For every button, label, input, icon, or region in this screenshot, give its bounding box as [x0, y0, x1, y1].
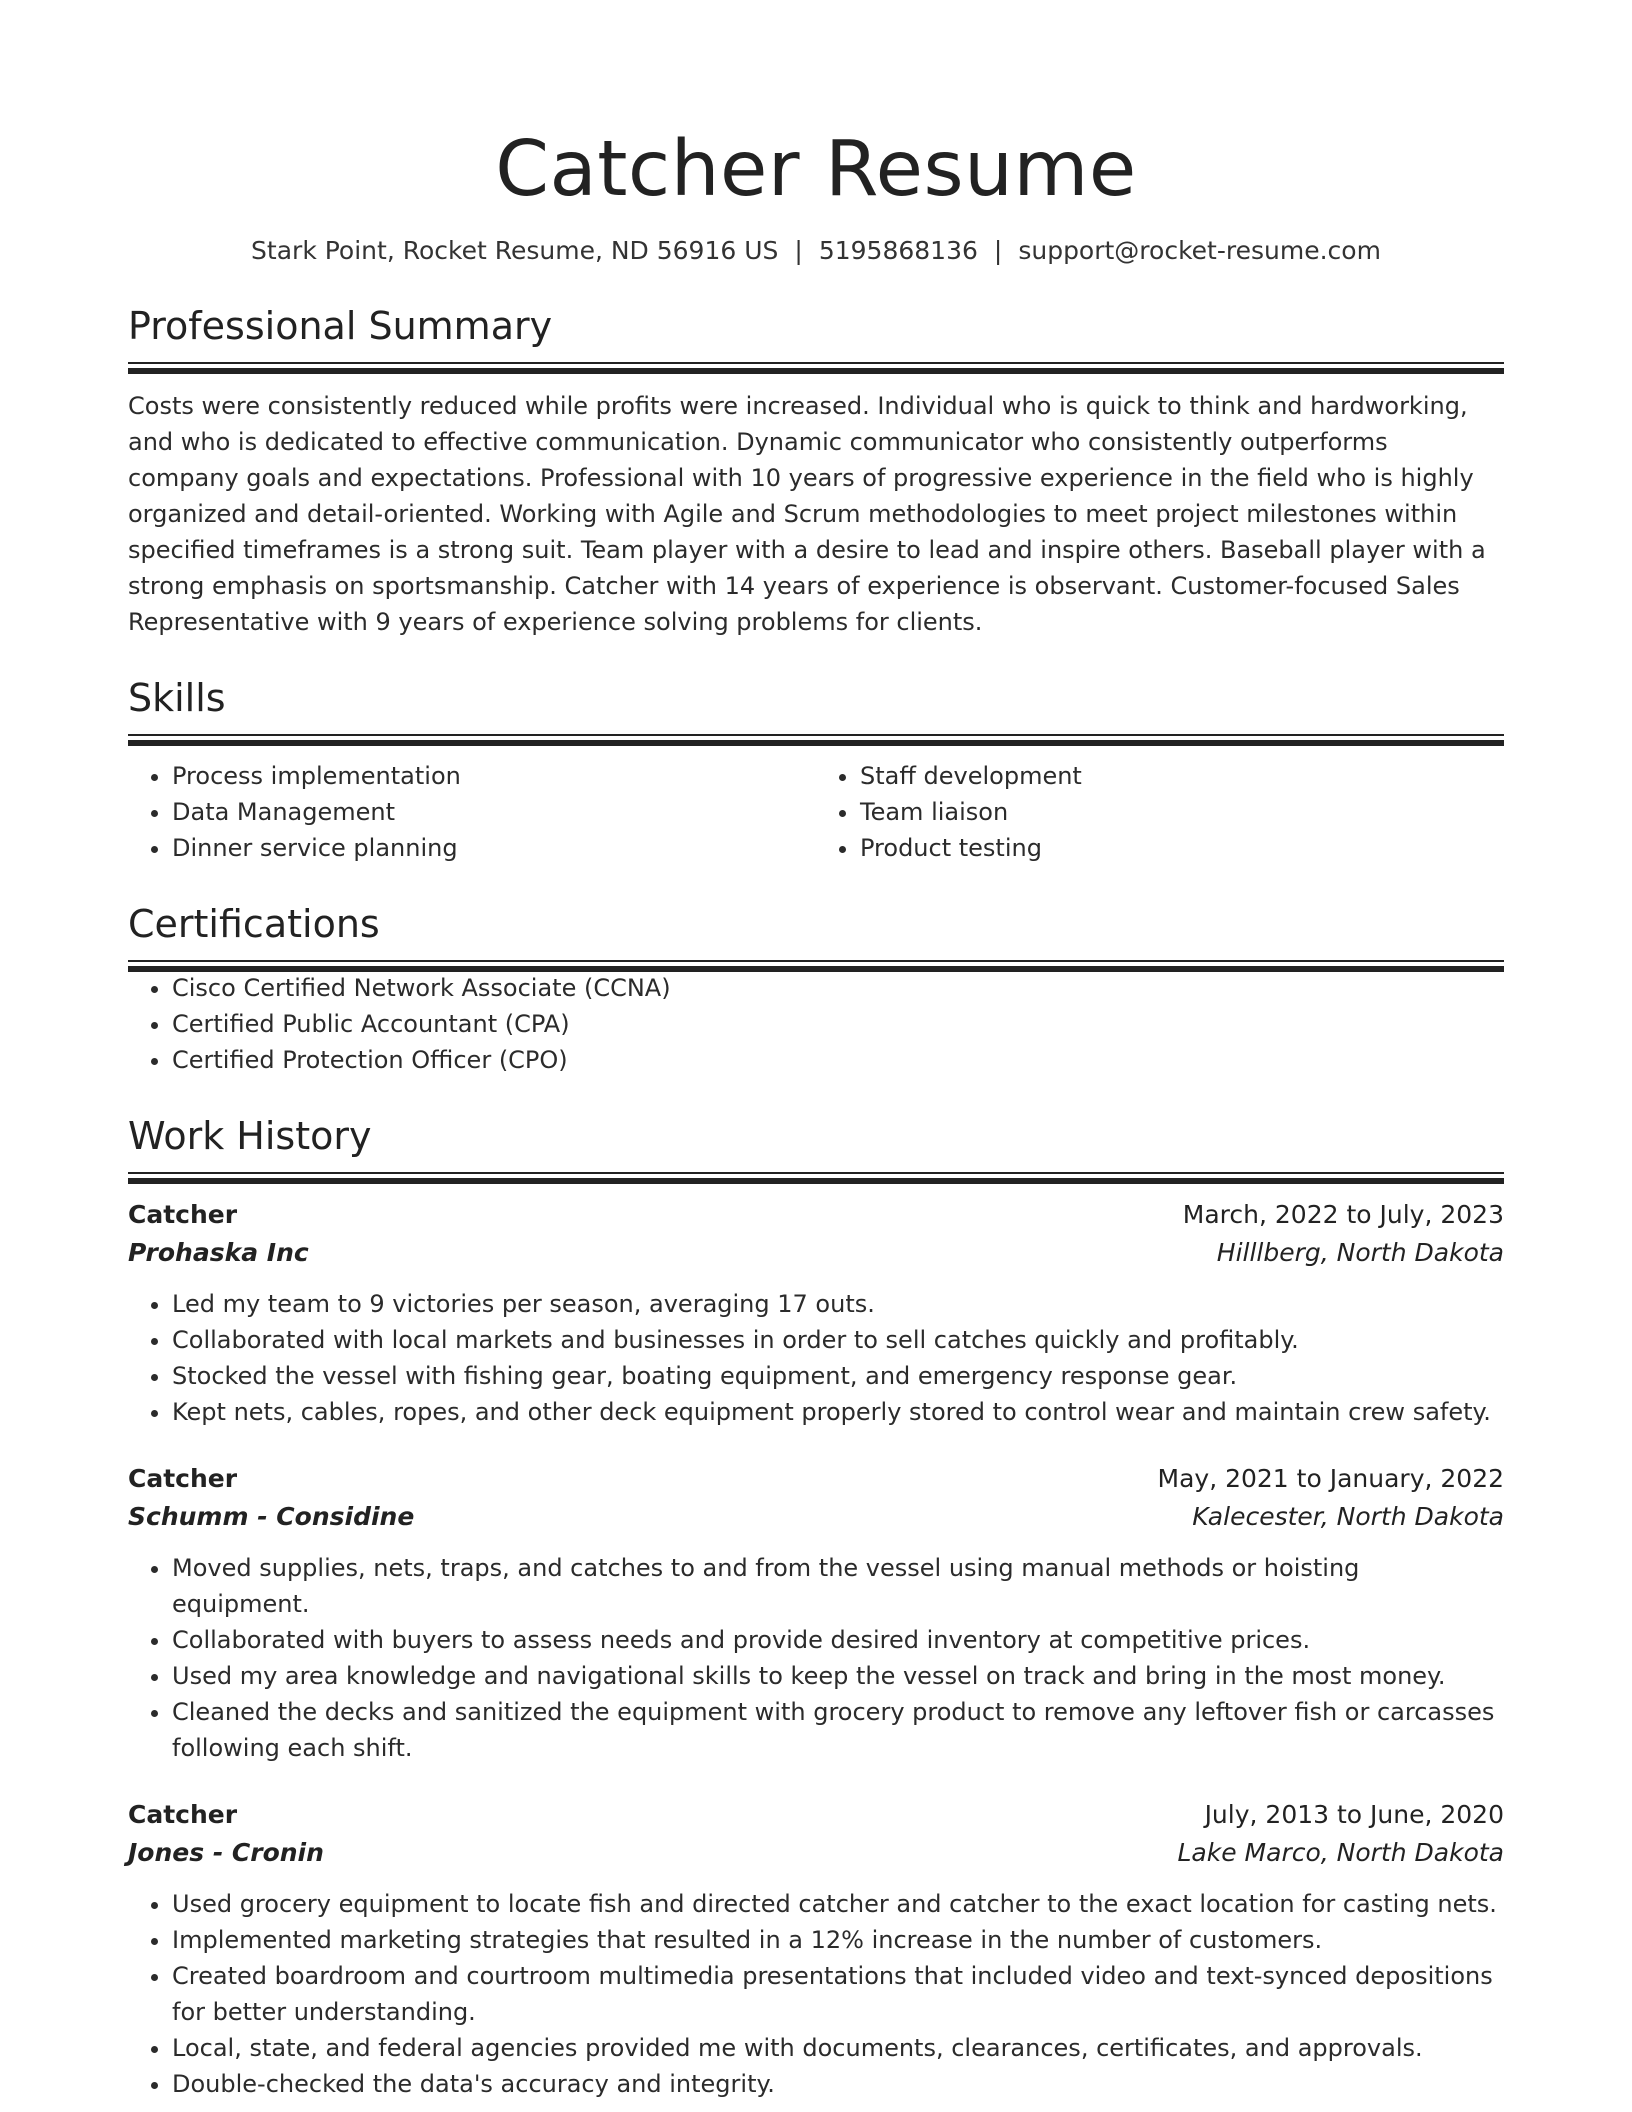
summary-text: Costs were consistently reduced while profits were increased. Individual who is quick to think and hardworking, and who is dedicated to effective communication. Dynamic communicator who consistently outperforms company goals and expectations. Professional with 10 years of progressive experience in the field who is highly organized and detail-oriented. Working with Agile and Scrum methodologies to meet project milestones within specified timeframes is a strong suit. Team player with a desire to lead and inspire others. Baseball player with a strong emphasis on sportsmanship. Catcher with 14 years of experience is observant. Customer-focused Sales Representative with 9 years of experience solving problems for clients.	[128, 392, 1486, 636]
job-bullet: • Local, state, and federal agencies provided me with documents, clearances, certificates, and approvals.	[172, 2030, 1504, 2066]
job-bullet: • Stocked the vessel with fishing gear, boating equipment, and emergency response gear.	[172, 1358, 1504, 1394]
job-bullet: • Cleaned the decks and sanitized the equipment with grocery product to remove any leftover fish or carcasses following each shift.	[172, 1694, 1504, 1766]
resume-page	[128, 0, 1504, 2102]
job-bullet: • Implemented marketing strategies that resulted in a 12% increase in the number of customers.	[172, 1922, 1504, 1958]
skills-list-left	[128, 758, 816, 866]
summary-section	[128, 302, 1504, 640]
contact-separator: |	[794, 236, 803, 265]
certification-item: • Certified Protection Officer (CPO)	[172, 1042, 1504, 1078]
job-header-row	[128, 1196, 1504, 1234]
job-entry	[128, 1460, 1504, 1766]
job-company: Prohaska Inc	[128, 1238, 309, 1267]
certifications-list	[128, 970, 1504, 1078]
job-header-row	[128, 1460, 1504, 1498]
job-company-row	[128, 1498, 1504, 1536]
work-history-heading: Work History	[128, 1114, 372, 1158]
certifications-heading: Certifications	[128, 902, 380, 946]
contact-address: Stark Point, Rocket Resume, ND 56916 US	[251, 236, 779, 265]
certifications-section	[128, 900, 1504, 1078]
job-location: Kalecester, North Dakota	[1192, 1502, 1504, 1531]
job-title: Catcher	[128, 1800, 238, 1829]
job-dates: July, 2013 to June, 2020	[1204, 1800, 1504, 1829]
job-company-row	[128, 1834, 1504, 1872]
contact-line	[128, 234, 1504, 268]
job-bullets	[128, 1550, 1504, 1766]
job-dates: May, 2021 to January, 2022	[1157, 1464, 1504, 1493]
job-bullet: • Led my team to 9 victories per season, averaging 17 outs.	[172, 1286, 1504, 1322]
job-company-row	[128, 1234, 1504, 1272]
job-location: Lake Marco, North Dakota	[1177, 1838, 1504, 1867]
section-divider	[128, 960, 1504, 970]
job-location: Hilllberg, North Dakota	[1216, 1238, 1504, 1267]
job-bullet: • Kept nets, cables, ropes, and other deck equipment properly stored to control wear and maintain crew safety.	[172, 1394, 1504, 1430]
summary-heading: Professional Summary	[128, 304, 553, 348]
work-history-section	[128, 1112, 1504, 2102]
contact-email[interactable]: support@rocket-resume.com	[1018, 236, 1381, 265]
job-bullet: • Moved supplies, nets, traps, and catches to and from the vessel using manual methods or hoisting equipment.	[172, 1550, 1504, 1622]
section-divider	[128, 734, 1504, 744]
job-bullet: • Created boardroom and courtroom multimedia presentations that included video and text-synced depositions for better understanding.	[172, 1958, 1504, 2030]
contact-separator: |	[993, 236, 1003, 265]
job-bullet: • Double-checked the data's accuracy and integrity.	[172, 2066, 1504, 2102]
section-divider	[128, 362, 1504, 372]
job-entry	[128, 1196, 1504, 1430]
section-divider	[128, 1172, 1504, 1182]
certification-item: • Cisco Certified Network Associate (CCNA)	[172, 970, 1504, 1006]
job-bullets	[128, 1286, 1504, 1430]
skills-section	[128, 674, 1504, 866]
job-bullet: • Used grocery equipment to locate fish and directed catcher and catcher to the exact location for casting nets.	[172, 1886, 1504, 1922]
job-bullet: • Collaborated with local markets and businesses in order to sell catches quickly and profitably.	[172, 1322, 1504, 1358]
job-company: Schumm - Considine	[128, 1502, 415, 1531]
job-header-row	[128, 1796, 1504, 1834]
job-title: Catcher	[128, 1200, 238, 1229]
skill-item: • Process implementation	[172, 758, 816, 794]
skills-heading: Skills	[128, 676, 226, 720]
skill-item: • Staff development	[860, 758, 1504, 794]
job-title: Catcher	[128, 1464, 238, 1493]
skills-list-right	[816, 758, 1504, 866]
job-entry	[128, 1796, 1504, 2102]
job-dates: March, 2022 to July, 2023	[1182, 1200, 1504, 1229]
skill-item: • Data Management	[172, 794, 816, 830]
skills-grid	[128, 758, 1504, 866]
skill-item: • Dinner service planning	[172, 830, 816, 866]
contact-phone: 5195868136	[818, 236, 978, 265]
job-bullets	[128, 1886, 1504, 2102]
job-company: Jones - Cronin	[128, 1838, 324, 1867]
certification-item: • Certified Public Accountant (CPA)	[172, 1006, 1504, 1042]
resume-title: Catcher Resume	[495, 125, 1137, 214]
skill-item: • Product testing	[860, 830, 1504, 866]
skill-item: • Team liaison	[860, 794, 1504, 830]
job-bullet: • Collaborated with buyers to assess needs and provide desired inventory at competitive prices.	[172, 1622, 1504, 1658]
job-bullet: • Used my area knowledge and navigational skills to keep the vessel on track and bring in the most money.	[172, 1658, 1504, 1694]
